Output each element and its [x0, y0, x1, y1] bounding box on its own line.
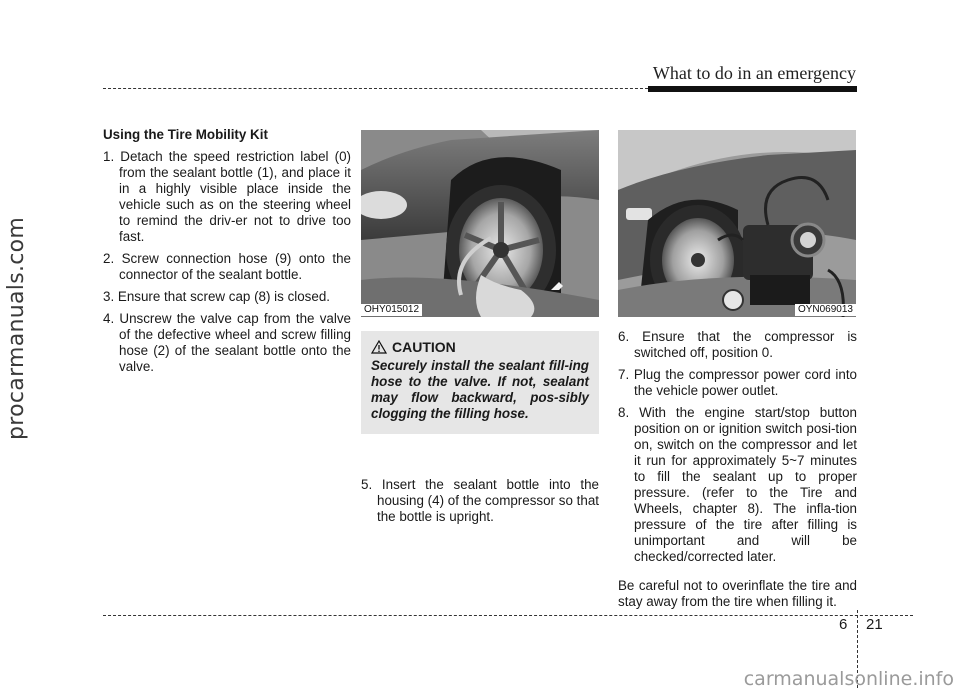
step-6: 6. Ensure that the compressor is switched off, position 0. [618, 329, 857, 360]
step-8: 8. With the engine start/stop button position on or ignition switch posi-tion on, switch on the compressor and let it run for approximately 5~7 minutes to fill the sealant up to proper pressure. (refer to the Tire and Wheels, chapter 8). The infla-tion pressure of the tire after filling is unimportant and will be checked/corrected later. [618, 405, 857, 564]
bottom-watermark: carmanualsonline.info [743, 668, 954, 690]
caution-text: Securely install the sealant fill-ing hose to the valve. If not, sealant may flow backward, pos-sibly clogging the filling hose. [371, 358, 589, 421]
step-4: 4. Unscrew the valve cap from the valve of the defective wheel and screw filling hose (2) of the sealant bottle onto the valve. [103, 311, 351, 374]
step-1: 1. Detach the speed restriction label (0) from the sealant bottle (1), and place it in a highly visible place inside the vehicle such as on the steering wheel to remind the driv-er not to drive too fast. [103, 149, 351, 244]
caution-box [361, 331, 599, 434]
column-middle [361, 130, 599, 531]
page-number: 21 [866, 616, 883, 633]
photo-code: OYN069013 [795, 304, 856, 316]
photo-compressor [618, 130, 856, 317]
column-right [618, 130, 857, 624]
column-left [103, 127, 351, 381]
warning-triangle-icon [371, 340, 387, 354]
photo-sealant-hose [361, 130, 599, 317]
section-heading: Using the Tire Mobility Kit [103, 127, 268, 142]
photo-code: OHY015012 [361, 304, 422, 316]
step-2: 2. Screw connection hose (9) onto the connector of the sealant bottle. [103, 251, 351, 282]
photo-illustration [618, 130, 856, 317]
step-5: 5. Insert the sealant bottle into the housing (4) of the compressor so that the bottle is upright. [361, 477, 599, 524]
caution-heading [371, 339, 589, 355]
section-title: What to do in an emergency [652, 63, 856, 83]
header-bar [648, 86, 857, 92]
chapter-number: 6 [839, 616, 848, 633]
step-7: 7. Plug the compressor power cord into the vehicle power outlet. [618, 367, 857, 398]
header-divider [103, 88, 648, 89]
overinflate-note: Be careful not to overinflate the tire and stay away from the tire when filling it. [618, 578, 857, 610]
caution-label: CAUTION [392, 339, 456, 355]
footer-divider [103, 615, 913, 616]
photo-illustration [361, 130, 599, 317]
step-3: 3. Ensure that screw cap (8) is closed. [103, 289, 330, 304]
side-watermark: procarmanuals.com [4, 216, 29, 440]
